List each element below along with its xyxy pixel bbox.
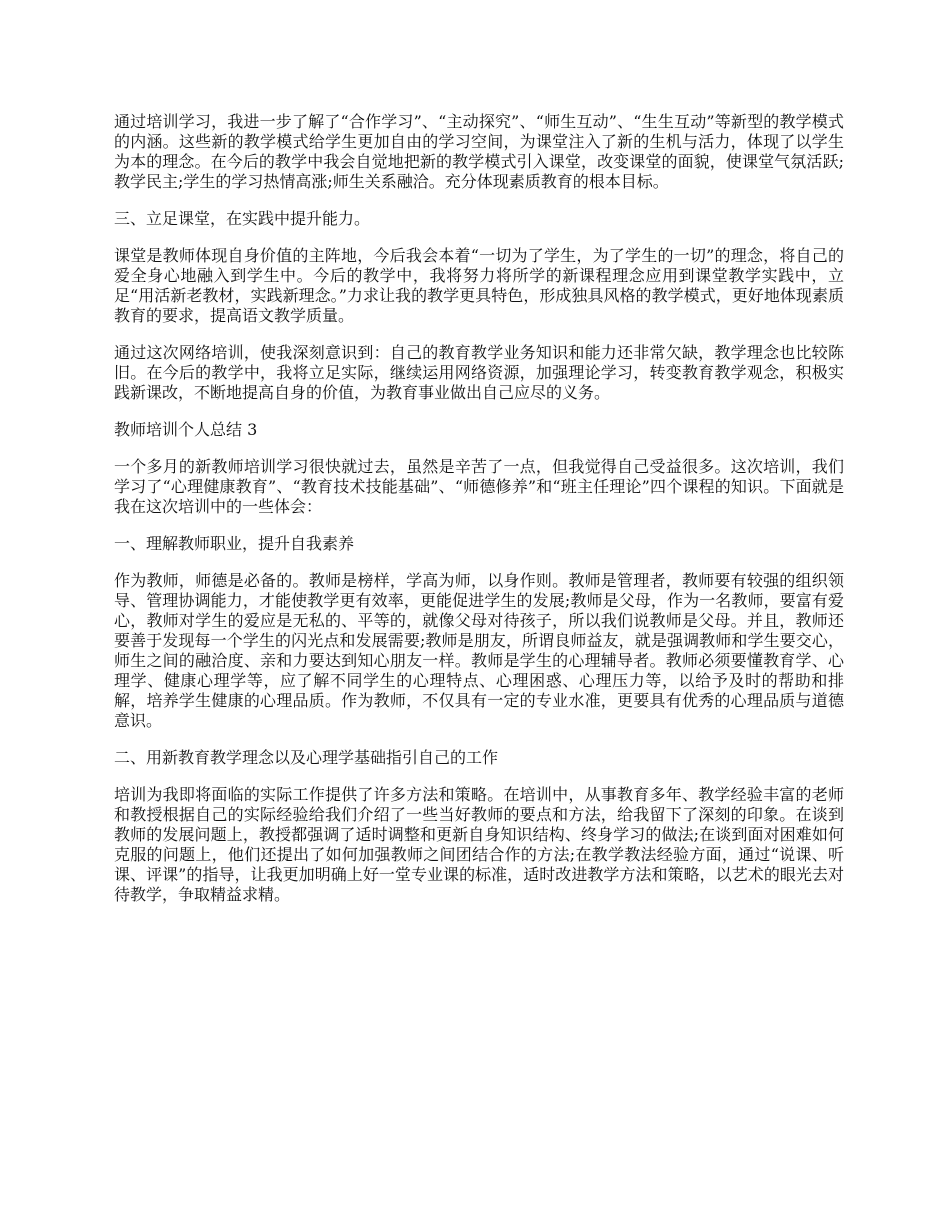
paragraph-teacher-roles: 作为教师，师德是必备的。教师是榜样，学高为师，以身作则。教师是管理者，教师要有较强的组织领导、管理协调能力，才能使教学更有效率，更能促进学生的发展;教师是父母，作为一名教师，要富有爱心，教师对学生的爱应是无私的、平等的，就像父母对待孩子，所以我们说教师是父母。并且，教师还要善于发现每一个学生的闪光点和发展需要;教师是朋友，所谓良师益友，就是强调教师和学生要交心，师生之间的融洽度、亲和力要达到知心朋友一样。教师是学生的心理辅导者。教师必须要懂教育学、心理学、健康心理学等，应了解不同学生的心理特点、心理困惑、心理压力等，以给予及时的帮助和排解，培养学生健康的心理品质。作为教师，不仅具有一定的专业水准，更要具有优秀的心理品质与道德意识。: [114, 571, 844, 730]
document-body: [114, 112, 844, 922]
paragraph-teaching-models: 通过培训学习，我进一步了解了“合作学习”、“主动探究”、“师生互动”、“生生互动”等新型的教学模式的内涵。这些新的教学模式给学生更加自由的学习空间，为课堂注入了新的生机与活力，体现了以学生为本的理念。在今后的教学中我会自觉地把新的教学模式引入课堂，改变课堂的面貌，使课堂气氛活跃;教学民主;学生的学习热情高涨;师生关系融洽。充分体现素质教育的根本目标。: [114, 112, 844, 191]
section-heading-3: 三、立足课堂，在实践中提升能力。: [114, 209, 371, 228]
paragraph-online-training: 通过这次网络培训，使我深刻意识到：自己的教育教学业务知识和能力还非常欠缺，教学理念也比较陈旧。在今后的教学中，我将立足实际，继续运用网络资源，加强理论学习，转变教育教学观念，积极实践新课改，不断地提高自身的价值，为教育事业做出自己应尽的义务。: [114, 343, 844, 402]
paragraph-classroom: 课堂是教师体现自身价值的主阵地，今后我会本着“一切为了学生，为了学生的一切”的理念，将自己的爱全身心地融入到学生中。今后的教学中，我将努力将所学的新课程理念应用到课堂教学实践中，立足“用活新老教材，实践新理念。”力求让我的教学更具特色，形成独具风格的教学模式，更好地体现素质教育的要求，提高语文教学质量。: [114, 246, 844, 325]
paragraph-methods: 培训为我即将面临的实际工作提供了许多方法和策略。在培训中，从事教育多年、教学经验丰富的老师和教授根据自己的实际经验给我们介绍了一些当好教师的要点和方法，给我留下了深刻的印象。在谈到教师的发展问题上，教授都强调了适时调整和更新自身知识结构、终身学习的做法;在谈到面对困难如何克服的问题上，他们还提出了如何加强教师之间团结合作的方法;在教学教法经验方面，通过“说课、听课、评课”的指导，让我更加明确上好一堂专业课的标准，适时改进教学方法和策略，以艺术的眼光去对待教学，争取精益求精。: [114, 785, 844, 904]
summary-title-3: 教师培训个人总结 3: [114, 420, 258, 439]
paragraph-intro: 一个多月的新教师培训学习很快就过去，虽然是辛苦了一点，但我觉得自己受益很多。这次培训，我们学习了“心理健康教育”、“教育技术技能基础”、“师德修养”和“班主任理论”四个课程的知识。下面就是我在这次培训中的一些体会：: [114, 457, 844, 516]
section-heading-1: 一、理解教师职业，提升自我素养: [114, 534, 355, 553]
section-heading-2: 二、用新教育教学理念以及心理学基础指引自己的工作: [114, 748, 499, 767]
